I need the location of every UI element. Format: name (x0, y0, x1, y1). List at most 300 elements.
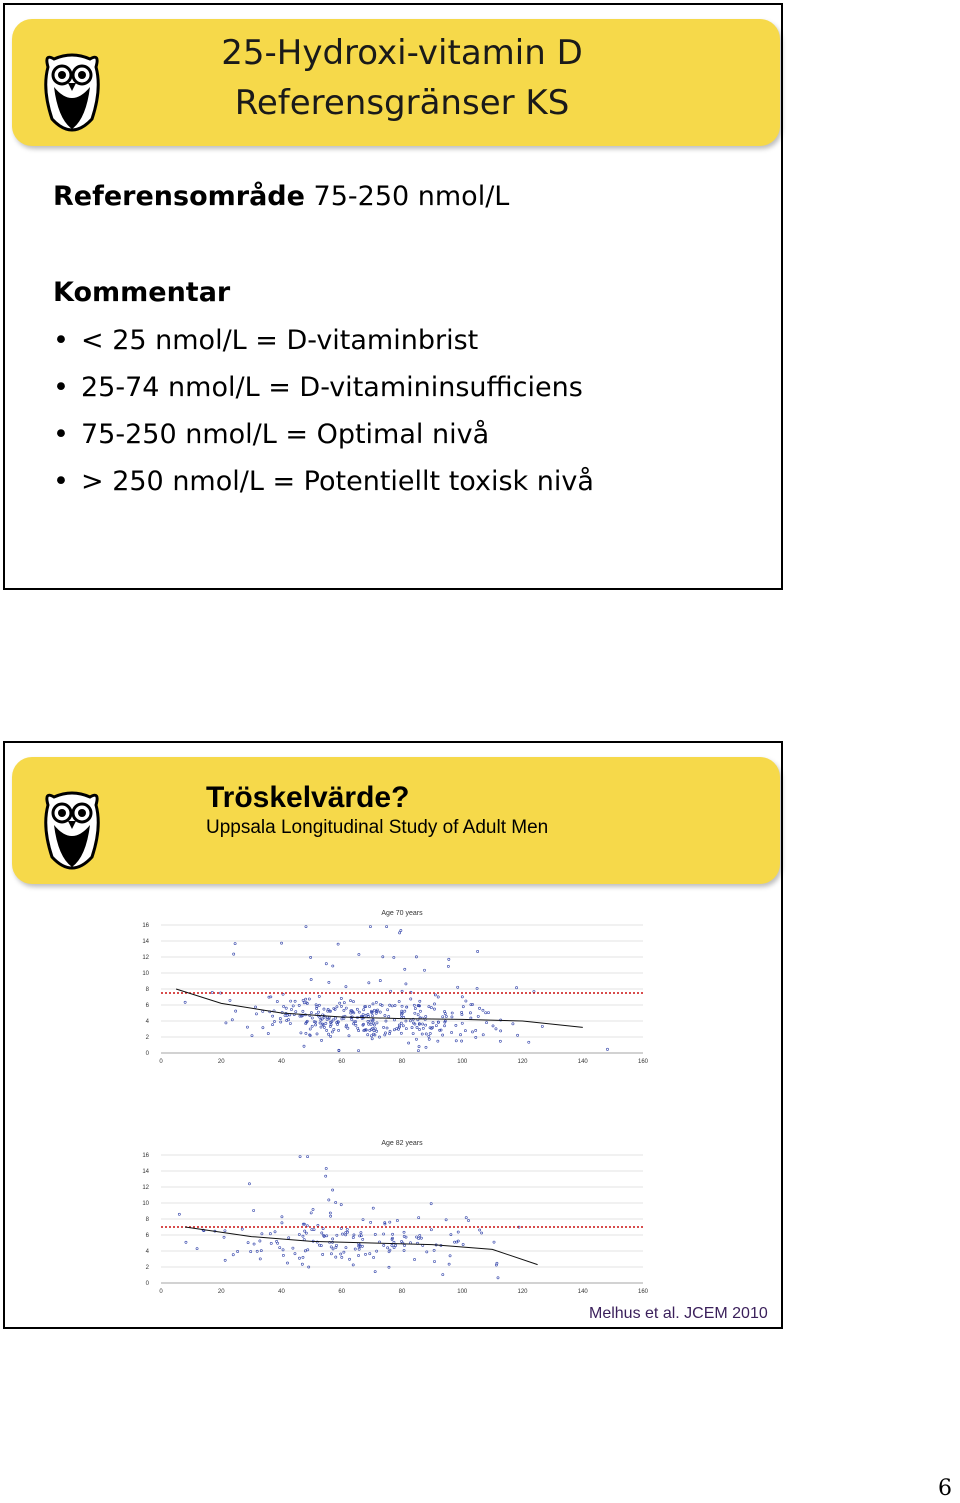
x-tick-label: 60 (338, 1289, 346, 1295)
data-point (487, 1011, 489, 1013)
data-point (393, 1246, 395, 1248)
owl-logo-icon (42, 787, 102, 877)
data-point (224, 1259, 226, 1261)
data-point (388, 1033, 390, 1035)
data-point (451, 1012, 453, 1014)
slide-subtitle: Uppsala Longitudinal Study of Adult Men (206, 817, 549, 838)
data-point (292, 1247, 294, 1249)
data-point (425, 1046, 427, 1048)
data-point (414, 1007, 416, 1009)
title-band (12, 19, 780, 146)
data-point (248, 1183, 250, 1185)
data-point (384, 1014, 386, 1016)
data-point (354, 1248, 356, 1250)
data-point (419, 1000, 421, 1002)
data-point (275, 1240, 277, 1242)
data-point (343, 1009, 345, 1011)
data-point (390, 990, 392, 992)
data-point (437, 1040, 439, 1042)
data-point (512, 1023, 514, 1025)
data-point (419, 1010, 421, 1012)
scatter-chart-age-82 (133, 1123, 653, 1298)
bullet-item: • 75-250 nmol/L = Optimal nivå (53, 411, 594, 458)
data-point (541, 1025, 543, 1027)
data-point (398, 1000, 400, 1002)
data-point (465, 1000, 467, 1002)
data-point (345, 1247, 347, 1249)
data-point (404, 968, 406, 970)
data-point (271, 1024, 273, 1026)
data-point (425, 1024, 427, 1026)
data-point (302, 1010, 304, 1012)
data-point (357, 1027, 359, 1029)
data-point (234, 943, 236, 945)
data-point (482, 1034, 484, 1036)
data-point (247, 1242, 249, 1244)
data-point (231, 1019, 233, 1021)
data-point (282, 1249, 284, 1251)
data-point (450, 1234, 452, 1236)
data-point (437, 996, 439, 998)
data-point (428, 1038, 430, 1040)
data-point (325, 1022, 327, 1024)
y-tick-label: 0 (145, 1281, 149, 1287)
data-point (337, 1029, 339, 1031)
data-point (305, 998, 307, 1000)
x-tick-label: 160 (637, 1059, 649, 1065)
data-point (415, 1236, 417, 1238)
data-point (398, 932, 400, 934)
data-point (334, 1017, 336, 1019)
data-point (355, 1024, 357, 1026)
data-point (448, 958, 450, 960)
slide-title-line-2: Referensgränser KS (234, 83, 570, 123)
data-point (304, 1230, 306, 1232)
data-point (322, 1227, 324, 1229)
data-point (479, 1229, 481, 1231)
data-point (233, 953, 235, 955)
data-point (253, 1209, 255, 1211)
data-point (305, 926, 307, 928)
data-point (290, 1008, 292, 1010)
data-point (368, 1005, 370, 1007)
data-point (417, 1014, 419, 1016)
data-point (382, 1026, 384, 1028)
data-point (435, 1024, 437, 1026)
data-point (443, 1025, 445, 1027)
data-point (320, 1039, 322, 1041)
bullet-item: • < 25 nmol/L = D-vitaminbrist (53, 317, 594, 364)
data-point (371, 1038, 373, 1040)
y-tick-label: 12 (142, 955, 149, 961)
data-point (302, 1256, 304, 1258)
data-point (303, 1045, 305, 1047)
data-point (364, 1253, 366, 1255)
data-point (224, 1230, 226, 1232)
data-point (461, 996, 463, 998)
trend-line (176, 989, 583, 1027)
data-point (352, 1236, 354, 1238)
slide-title-line-1: 25-Hydroxi-vitamin D (221, 33, 583, 73)
data-point (311, 1017, 313, 1019)
data-point (345, 986, 347, 988)
data-point (459, 1034, 461, 1036)
data-point (391, 1244, 393, 1246)
data-point (460, 1040, 462, 1042)
data-point (319, 1022, 321, 1024)
data-point (316, 1033, 318, 1035)
data-point (281, 1222, 283, 1224)
data-point (370, 1023, 372, 1025)
data-point (372, 1256, 374, 1258)
data-point (306, 1156, 308, 1158)
x-tick-label: 0 (159, 1059, 163, 1065)
data-point (374, 1028, 376, 1030)
data-point (432, 1022, 434, 1024)
data-point (335, 1244, 337, 1246)
data-point (332, 1189, 334, 1191)
y-tick-label: 2 (145, 1265, 149, 1271)
y-tick-label: 14 (142, 1169, 149, 1175)
bullet-item: • 25-74 nmol/L = D-vitamininsufficiens (53, 364, 594, 411)
data-point (383, 1244, 385, 1246)
data-point (444, 1012, 446, 1014)
data-point (358, 953, 360, 955)
data-point (332, 1248, 334, 1250)
data-point (352, 1001, 354, 1003)
data-point (401, 1005, 403, 1007)
data-point (254, 1006, 256, 1008)
data-point (340, 1005, 342, 1007)
data-point (298, 1004, 300, 1006)
data-point (339, 1002, 341, 1004)
data-point (358, 1248, 360, 1250)
slide-2 (3, 741, 783, 1329)
data-point (336, 1006, 338, 1008)
data-point (462, 1243, 464, 1245)
x-tick-label: 100 (457, 1289, 468, 1295)
data-point (329, 1212, 331, 1214)
data-point (298, 1257, 300, 1259)
data-point (457, 1231, 459, 1233)
chart-title: Age 82 years (381, 1140, 423, 1147)
y-tick-label: 12 (142, 1185, 149, 1191)
data-point (413, 1258, 415, 1260)
data-point (451, 1016, 453, 1018)
data-point (480, 1232, 482, 1234)
data-point (393, 1029, 395, 1031)
data-point (241, 1228, 243, 1230)
data-point (418, 1028, 420, 1030)
data-point (396, 1219, 398, 1221)
data-point (302, 999, 304, 1001)
data-point (482, 1009, 484, 1011)
data-point (269, 1233, 271, 1235)
data-point (343, 1002, 345, 1004)
data-point (309, 1028, 311, 1030)
data-point (259, 1240, 261, 1242)
x-tick-label: 160 (637, 1289, 649, 1295)
data-point (400, 1022, 402, 1024)
data-point (330, 1215, 332, 1217)
x-tick-label: 100 (457, 1059, 468, 1065)
data-point (411, 1026, 413, 1028)
data-point (323, 1026, 325, 1028)
data-point (357, 1254, 359, 1256)
data-point (389, 1030, 391, 1032)
data-point (379, 1011, 381, 1013)
data-point (415, 1038, 417, 1040)
data-point (455, 1024, 457, 1026)
data-point (368, 982, 370, 984)
data-point (312, 1208, 314, 1210)
data-point (321, 1232, 323, 1234)
scatter-chart-age-70 (133, 893, 653, 1068)
data-point (408, 1042, 410, 1044)
data-point (370, 1221, 372, 1223)
data-point (348, 1258, 350, 1260)
title-band (12, 757, 780, 884)
data-point (429, 1032, 431, 1034)
data-point (352, 1264, 354, 1266)
data-point (185, 1241, 187, 1243)
data-point (371, 1015, 373, 1017)
data-point (455, 1040, 457, 1042)
data-point (402, 1025, 404, 1027)
data-point (467, 1219, 469, 1221)
data-point (346, 1228, 348, 1230)
y-tick-label: 10 (142, 971, 149, 977)
data-point (445, 1015, 447, 1017)
data-point (430, 1229, 432, 1231)
data-point (272, 1015, 274, 1017)
y-tick-label: 8 (145, 1217, 149, 1223)
data-point (320, 1026, 322, 1028)
data-point (330, 1253, 332, 1255)
data-point (260, 1250, 262, 1252)
citation: Melhus et al. JCEM 2010 (589, 1305, 768, 1322)
data-point (388, 1015, 390, 1017)
data-point (294, 1000, 296, 1002)
data-point (414, 1012, 416, 1014)
data-point (421, 1033, 423, 1035)
data-point (340, 1204, 342, 1206)
data-point (528, 1041, 530, 1043)
data-point (497, 1277, 499, 1279)
data-point (405, 1028, 407, 1030)
slide-1 (3, 3, 783, 590)
data-point (328, 981, 330, 983)
data-point (461, 1014, 463, 1016)
data-point (305, 1032, 307, 1034)
bullet-list (53, 317, 594, 505)
data-point (386, 1027, 388, 1029)
data-point (317, 1011, 319, 1013)
data-point (376, 1022, 378, 1024)
data-point (232, 1254, 234, 1256)
data-point (373, 1024, 375, 1026)
y-tick-label: 16 (142, 1153, 149, 1159)
data-point (606, 1048, 608, 1050)
data-point (477, 1015, 479, 1017)
reference-value: 75-250 nmol/L (313, 181, 510, 212)
data-point (333, 1028, 335, 1030)
data-point (433, 1008, 435, 1010)
data-point (332, 1238, 334, 1240)
data-point (417, 1050, 419, 1052)
data-point (416, 1026, 418, 1028)
data-point (337, 943, 339, 945)
reference-range (53, 181, 509, 212)
data-point (499, 1040, 501, 1042)
data-point (259, 1258, 261, 1260)
y-tick-label: 8 (145, 987, 149, 993)
data-point (283, 1005, 285, 1007)
data-point (394, 1244, 396, 1246)
data-point (279, 1017, 281, 1019)
data-point (281, 1216, 283, 1218)
data-point (328, 1199, 330, 1201)
data-point (340, 997, 342, 999)
y-tick-label: 6 (145, 1003, 149, 1009)
data-point (267, 1032, 269, 1034)
x-tick-label: 140 (577, 1059, 588, 1065)
data-point (343, 1251, 345, 1253)
data-point (256, 1250, 258, 1252)
data-point (421, 1023, 423, 1025)
chart-title: Age 70 years (381, 910, 423, 917)
data-point (400, 1032, 402, 1034)
data-point (457, 986, 459, 988)
data-point (372, 1003, 374, 1005)
page-number: 6 (938, 1476, 952, 1501)
data-point (318, 995, 320, 997)
data-point (485, 1022, 487, 1024)
data-point (298, 1233, 300, 1235)
data-point (300, 1032, 302, 1034)
x-tick-label: 60 (338, 1059, 346, 1065)
comment-label: Kommentar (53, 277, 231, 308)
data-point (280, 942, 282, 944)
data-point (358, 1030, 360, 1032)
y-tick-label: 14 (142, 939, 149, 945)
data-point (420, 1237, 422, 1239)
data-point (310, 1012, 312, 1014)
x-tick-label: 40 (278, 1059, 285, 1065)
data-point (235, 1010, 237, 1012)
data-point (433, 1260, 435, 1262)
data-point (401, 990, 403, 992)
data-point (358, 1011, 360, 1013)
x-tick-label: 140 (577, 1289, 588, 1295)
data-point (310, 956, 312, 958)
y-tick-label: 4 (145, 1249, 149, 1255)
data-point (369, 926, 371, 928)
data-point (387, 1009, 389, 1011)
data-point (422, 1027, 424, 1029)
data-point (461, 1022, 463, 1024)
data-point (325, 963, 327, 965)
data-point (178, 1213, 180, 1215)
data-point (341, 1256, 343, 1258)
x-tick-label: 20 (217, 1289, 225, 1295)
data-point (308, 998, 310, 1000)
data-point (418, 1237, 420, 1239)
data-point (351, 1018, 353, 1020)
data-point (314, 1024, 316, 1026)
data-point (276, 1000, 278, 1002)
data-point (290, 1000, 292, 1002)
x-tick-label: 40 (278, 1289, 285, 1295)
data-point (356, 1008, 358, 1010)
data-point (184, 1001, 186, 1003)
data-point (302, 1235, 304, 1237)
data-point (301, 1263, 303, 1265)
data-point (323, 1008, 325, 1010)
x-tick-label: 20 (217, 1059, 225, 1065)
data-point (317, 1224, 319, 1226)
data-point (387, 1247, 389, 1249)
data-point (412, 1032, 414, 1034)
data-point (331, 1031, 333, 1033)
data-point (363, 1009, 365, 1011)
data-point (285, 1007, 287, 1009)
y-tick-label: 0 (145, 1051, 149, 1057)
data-point (425, 1033, 427, 1035)
data-point (362, 1013, 364, 1015)
x-tick-label: 80 (398, 1059, 406, 1065)
data-point (447, 965, 449, 967)
data-point (305, 1232, 307, 1234)
data-point (475, 1029, 477, 1031)
x-tick-label: 120 (517, 1059, 528, 1065)
data-point (313, 1228, 315, 1230)
y-tick-label: 2 (145, 1035, 149, 1041)
y-tick-label: 4 (145, 1019, 149, 1025)
data-point (372, 1207, 374, 1209)
data-point (493, 1241, 495, 1243)
data-point (327, 1033, 329, 1035)
data-point (223, 1236, 225, 1238)
data-point (340, 1253, 342, 1255)
data-point (418, 1216, 420, 1218)
data-point (348, 1035, 350, 1037)
data-point (282, 1254, 284, 1256)
data-point (379, 979, 381, 981)
y-tick-label: 6 (145, 1233, 149, 1239)
bullet-item: • > 250 nmol/L = Potentiellt toxisk nivå (53, 458, 594, 505)
data-point (495, 1028, 497, 1030)
data-point (403, 1231, 405, 1233)
data-point (410, 998, 412, 1000)
data-point (294, 1253, 296, 1255)
data-point (326, 1029, 328, 1031)
data-point (403, 1244, 405, 1246)
data-point (330, 1246, 332, 1248)
data-point (515, 987, 517, 989)
data-point (345, 1007, 347, 1009)
data-point (367, 1034, 369, 1036)
data-point (500, 1030, 502, 1032)
data-point (332, 965, 334, 967)
data-point (430, 1007, 432, 1009)
data-point (386, 926, 388, 928)
data-point (307, 1249, 309, 1251)
data-point (310, 978, 312, 980)
data-point (229, 999, 231, 1001)
data-point (368, 1023, 370, 1025)
data-point (425, 1015, 427, 1017)
